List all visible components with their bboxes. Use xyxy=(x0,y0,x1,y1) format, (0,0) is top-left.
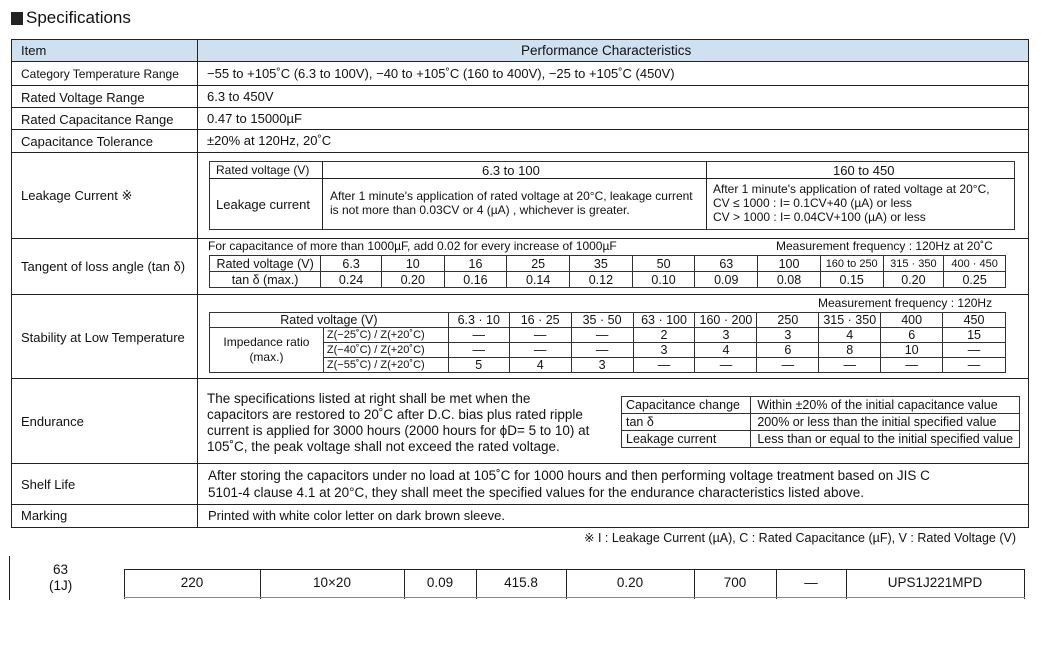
stability-voltage-row xyxy=(210,313,1006,328)
stability-value-cell: — xyxy=(509,328,571,343)
endurance-key: Capacitance change xyxy=(622,397,751,414)
tan-value-cell: 0.08 xyxy=(758,272,821,288)
tan-rv-label: Rated voltage (V) xyxy=(210,256,321,272)
tan-value-cell: 0.16 xyxy=(444,272,507,288)
stability-voltage-cell: 35 · 50 xyxy=(571,313,633,328)
bottom-cell: 220 xyxy=(180,575,204,590)
stability-label: Stability at Low Temperature xyxy=(21,330,185,345)
endurance-row xyxy=(622,397,1020,414)
stability-freq: Measurement frequency : 120Hz xyxy=(818,296,993,310)
footnote: ※ I : Leakage Current (µA), C : Rated Capacitance (µF), V : Rated Voltage (V) xyxy=(584,531,1017,545)
stability-voltage-cell: 63 · 100 xyxy=(633,313,695,328)
endurance-key: Leakage current xyxy=(622,431,751,448)
tolerance-value: ±20% at 120Hz, 20˚C xyxy=(207,133,332,148)
temp-label: Category Temperature Range xyxy=(21,67,179,81)
section-title: Specifications xyxy=(11,8,131,28)
stability-value-cell: — xyxy=(633,358,695,373)
stability-value-cell: 3 xyxy=(695,328,757,343)
stability-value-cell: 4 xyxy=(509,358,571,373)
stability-value-cell: 4 xyxy=(819,328,881,343)
stability-value-cell: — xyxy=(571,343,633,358)
stability-voltage-cell: 450 xyxy=(943,313,1006,328)
stability-value-cell: 3 xyxy=(571,358,633,373)
stability-row xyxy=(210,343,1006,358)
leakage-text1-l1: After 1 minute's application of rated voltage at 20°C, leakage current xyxy=(330,189,693,203)
tan-value-cell: 0.15 xyxy=(820,272,883,288)
stability-value-cell: — xyxy=(819,358,881,373)
bottom-cell: — xyxy=(804,575,818,590)
stability-value-cell: 6 xyxy=(757,343,819,358)
stability-row xyxy=(210,358,1006,373)
bottom-cell: 700 xyxy=(723,575,747,590)
stability-value-cell: — xyxy=(448,328,509,343)
endurance-line2: capacitors are restored to 20˚C after D.C. bias plus rated ripple xyxy=(207,407,583,422)
endurance-label: Endurance xyxy=(21,414,84,429)
stability-table xyxy=(209,312,1006,373)
tan-value-cell: 0.10 xyxy=(632,272,695,288)
capacitance-value: 0.47 to 15000µF xyxy=(207,111,302,126)
stability-value-cell: — xyxy=(881,358,943,373)
stability-voltage-cell: 400 xyxy=(881,313,943,328)
tan-note: For capacitance of more than 1000µF, add 0.02 for every increase of 1000µF xyxy=(208,239,617,253)
bottom-cell: 10×20 xyxy=(313,575,351,590)
stability-voltage-cell: 16 · 25 xyxy=(509,313,571,328)
stability-value-cell: — xyxy=(509,343,571,358)
stability-value-cell: 6 xyxy=(881,328,943,343)
stability-value-cell: 4 xyxy=(695,343,757,358)
leakage-label: Leakage Current ※ xyxy=(21,188,133,203)
stability-voltage-cell: 315 · 350 xyxy=(819,313,881,328)
tan-voltage-cell: 50 xyxy=(632,256,695,272)
stability-row-label: Z(−55˚C) / Z(+20˚C) xyxy=(323,358,448,373)
stability-value-cell: 15 xyxy=(943,328,1006,343)
leakage-rated-voltage: Rated voltage (V) xyxy=(216,163,310,177)
tan-freq: Measurement frequency : 120Hz at 20˚C xyxy=(776,239,993,253)
stability-value-cell: 3 xyxy=(633,343,695,358)
tan-voltage-cell: 16 xyxy=(444,256,507,272)
tan-value-cell: 0.20 xyxy=(883,272,944,288)
stability-value-cell: — xyxy=(571,328,633,343)
header-performance: Performance Characteristics xyxy=(521,43,692,58)
shelf-label: Shelf Life xyxy=(21,477,76,492)
stability-value-cell: — xyxy=(943,343,1006,358)
endurance-row xyxy=(622,431,1020,448)
tan-voltage-cell: 6.3 xyxy=(321,256,382,272)
tan-value-cell: 0.25 xyxy=(944,272,1006,288)
bottom-cell: UPS1J221MPD xyxy=(887,575,983,590)
stability-row-label: Z(−40˚C) / Z(+20˚C) xyxy=(323,343,448,358)
endurance-value: Less than or equal to the initial specified value xyxy=(751,431,1020,448)
tan-voltage-cell: 315 · 350 xyxy=(883,256,944,272)
bottom-cell: 0.20 xyxy=(616,575,644,590)
marking-label: Marking xyxy=(21,508,68,523)
endurance-table xyxy=(621,396,1020,448)
leakage-text1-l2: is not more than 0.03CV or 4 (µA) , whichever is greater. xyxy=(330,203,630,217)
stability-value-cell: 3 xyxy=(757,328,819,343)
shelf-line1: After storing the capacitors under no load at 105˚C for 1000 hours and then performing voltage treatment based on JIS C xyxy=(208,468,930,483)
stability-value-cell: — xyxy=(943,358,1006,373)
bottom-cell: 0.09 xyxy=(426,575,454,590)
tan-value-cell: 0.09 xyxy=(695,272,758,288)
endurance-row xyxy=(622,414,1020,431)
tan-value-cell: 0.20 xyxy=(381,272,444,288)
tan-voltage-cell: 35 xyxy=(570,256,633,272)
stability-row xyxy=(210,328,1006,343)
tan-voltage-row xyxy=(210,256,1006,272)
leakage-col2: 160 to 450 xyxy=(833,163,895,178)
endurance-value: Within ±20% of the initial capacitance value xyxy=(751,397,1020,414)
stability-value-cell: 5 xyxy=(448,358,509,373)
stability-voltage-cell: 250 xyxy=(757,313,819,328)
stability-value-cell: 2 xyxy=(633,328,695,343)
tan-value-cell: 0.12 xyxy=(570,272,633,288)
tan-voltage-cell: 63 xyxy=(695,256,758,272)
stability-value-cell: 8 xyxy=(819,343,881,358)
header-item: Item xyxy=(21,43,47,58)
endurance-line1: The specifications listed at right shall be met when the xyxy=(207,391,531,406)
leakage-text2-l2: CV ≤ 1000 : I= 0.1CV+40 (µA) or less xyxy=(713,196,912,210)
stability-rv-label: Rated voltage (V) xyxy=(210,313,449,328)
bottom-cell: 415.8 xyxy=(504,575,538,590)
capacitance-label: Rated Capacitance Range xyxy=(21,112,174,127)
title-square-icon xyxy=(11,12,23,25)
stability-value-cell: — xyxy=(757,358,819,373)
header-band xyxy=(11,39,1029,61)
bottom-voltage: 63 xyxy=(53,562,69,577)
bottom-code: (1J) xyxy=(49,578,73,593)
shelf-line2: 5101-4 clause 4.1 at 20°C, they shall meet the specified values for the endurance characteristics listed above. xyxy=(208,485,865,500)
stability-value-cell: — xyxy=(695,358,757,373)
voltage-value: 6.3 to 450V xyxy=(207,89,274,104)
stability-value-cell: 10 xyxy=(881,343,943,358)
endurance-value: 200% or less than the initial specified value xyxy=(751,414,1020,431)
tan-voltage-cell: 10 xyxy=(381,256,444,272)
leakage-text2-l3: CV > 1000 : I= 0.04CV+100 (µA) or less xyxy=(713,210,926,224)
tan-value-cell: 0.24 xyxy=(321,272,382,288)
endurance-line4: 105˚C, the peak voltage shall not exceed the rated voltage. xyxy=(207,439,560,454)
tan-voltage-cell: 100 xyxy=(758,256,821,272)
tan-table xyxy=(209,255,1006,288)
tan-value-cell: 0.14 xyxy=(507,272,570,288)
tan-voltage-cell: 160 to 250 xyxy=(820,256,883,272)
voltage-label: Rated Voltage Range xyxy=(21,90,145,105)
stability-value-cell: — xyxy=(448,343,509,358)
tan-value-row xyxy=(210,272,1006,288)
tan-voltage-cell: 25 xyxy=(507,256,570,272)
tan-voltage-cell: 400 · 450 xyxy=(944,256,1006,272)
marking-value: Printed with white color letter on dark brown sleeve. xyxy=(208,508,505,523)
endurance-key: tan δ xyxy=(622,414,751,431)
leakage-text2-l1: After 1 minute's application of rated voltage at 20°C, xyxy=(713,182,990,196)
endurance-line3: current is applied for 3000 hours (2000 hours for ϕD= 5 to 10) at xyxy=(207,423,590,438)
leakage-row-label: Leakage current xyxy=(216,197,310,212)
temp-value: −55 to +105˚C (6.3 to 100V), −40 to +105˚C (160 to 400V), −25 to +105˚C (450V) xyxy=(207,66,675,81)
impedance-ratio-label: Impedance ratio (max.) xyxy=(210,328,324,373)
tan-tan-label: tan δ (max.) xyxy=(210,272,321,288)
tolerance-label: Capacitance Tolerance xyxy=(21,134,154,149)
stability-voltage-cell: 6.3 · 10 xyxy=(448,313,509,328)
stability-row-label: Z(−25˚C) / Z(+20˚C) xyxy=(323,328,448,343)
stability-voltage-cell: 160 · 200 xyxy=(695,313,757,328)
leakage-col1: 6.3 to 100 xyxy=(482,163,540,178)
tan-label: Tangent of loss angle (tan δ) xyxy=(21,259,186,274)
